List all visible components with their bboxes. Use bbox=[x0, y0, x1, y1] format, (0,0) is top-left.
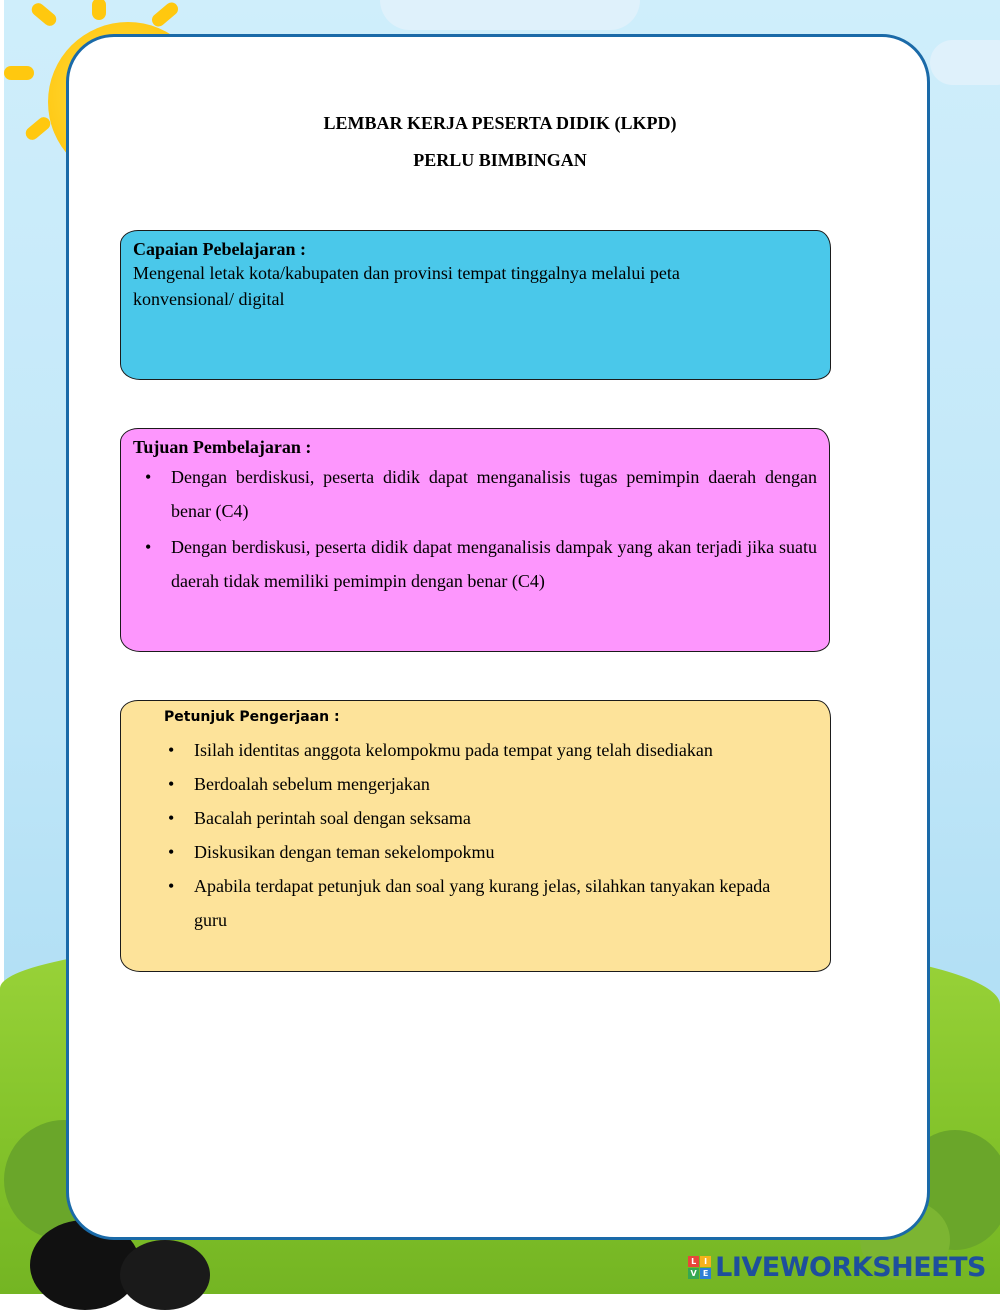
capaian-box bbox=[120, 230, 831, 380]
petunjuk-item-text: Apabila terdapat petunjuk dan soal yang kurang jelas, silahkan tanyakan kepada guru bbox=[194, 876, 771, 930]
petunjuk-item-text: Diskusikan dengan teman sekelompokmu bbox=[194, 842, 495, 862]
logo-letter: L bbox=[688, 1256, 699, 1267]
sun-ray bbox=[92, 0, 106, 20]
bullet-icon: • bbox=[168, 808, 175, 828]
sun-ray bbox=[4, 66, 34, 80]
petunjuk-item bbox=[168, 835, 774, 869]
capaian-text-line1: Mengenal letak kota/kabupaten dan provinsi tempat tinggalnya melalui peta bbox=[133, 263, 680, 283]
tujuan-item-text: Dengan berdiskusi, peserta didik dapat menganalisis dampak yang akan terjadi jika suatu daerah tidak memiliki pemimpin dengan benar (C4) bbox=[171, 537, 817, 591]
capaian-label: Capaian Pebelajaran : bbox=[133, 239, 306, 259]
logo-letter: I bbox=[700, 1256, 711, 1267]
bullet-icon: • bbox=[168, 774, 175, 794]
logo-letter: E bbox=[700, 1268, 711, 1279]
petunjuk-item bbox=[168, 767, 774, 801]
tujuan-item-text: Dengan berdiskusi, peserta didik dapat menganalisis tugas pemimpin daerah dengan benar (C4) bbox=[171, 467, 817, 521]
tujuan-label: Tujuan Pembelajaran : bbox=[133, 437, 312, 457]
bullet-icon: • bbox=[145, 537, 152, 557]
tujuan-list bbox=[145, 460, 817, 598]
page-subtitle: PERLU BIMBINGAN bbox=[413, 150, 587, 170]
petunjuk-item-text: Bacalah perintah soal dengan seksama bbox=[194, 808, 471, 828]
cloud-decoration bbox=[930, 40, 1000, 85]
capaian-text-line2: konvensional/ digital bbox=[133, 289, 285, 309]
liveworksheets-watermark bbox=[688, 1250, 986, 1284]
petunjuk-item bbox=[168, 733, 774, 767]
page-title: LEMBAR KERJA PESERTA DIDIK (LKPD) bbox=[323, 113, 677, 133]
petunjuk-item bbox=[168, 801, 774, 835]
tujuan-box bbox=[120, 428, 830, 652]
bullet-icon: • bbox=[168, 876, 175, 896]
petunjuk-item bbox=[168, 869, 774, 937]
petunjuk-list bbox=[168, 733, 774, 937]
logo-letter: V bbox=[688, 1268, 699, 1279]
bush-decoration bbox=[120, 1240, 210, 1310]
cloud-decoration bbox=[380, 0, 640, 30]
petunjuk-label: Petunjuk Pengerjaan : bbox=[164, 709, 340, 725]
petunjuk-box bbox=[120, 700, 831, 972]
petunjuk-item-text: Berdoalah sebelum mengerjakan bbox=[194, 774, 430, 794]
tujuan-item bbox=[145, 460, 817, 528]
bullet-icon: • bbox=[168, 740, 175, 760]
liveworksheets-logo-icon bbox=[688, 1256, 711, 1279]
liveworksheets-text: LIVEWORKSHEETS bbox=[715, 1251, 986, 1283]
tujuan-item bbox=[145, 530, 817, 598]
bullet-icon: • bbox=[145, 467, 152, 487]
bullet-icon: • bbox=[168, 842, 175, 862]
petunjuk-item-text: Isilah identitas anggota kelompokmu pada tempat yang telah disediakan bbox=[194, 740, 713, 760]
